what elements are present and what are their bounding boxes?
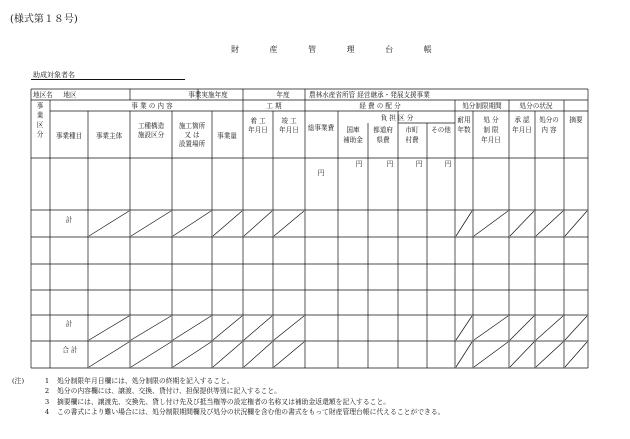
col-sonota: その他 xyxy=(431,126,451,134)
diagonal-strike xyxy=(89,342,129,367)
diagonal-strike xyxy=(510,342,534,367)
note-text: この書式により難い場合には、処分制限期間欄及び処分の状況欄を含む他の書式をもって財産管理台帳に代えることができる。 xyxy=(57,407,445,416)
note-item xyxy=(12,386,444,396)
note-text: 摘要欄には、譲渡先、交換先、貸し付け先及び抵当権等の設定権者の名称又は補助金返還額を記入すること。 xyxy=(57,397,391,406)
diagonal-strike xyxy=(456,342,472,367)
diagonal-strike xyxy=(213,342,242,367)
col-shobun-naiyo: 処分の xyxy=(539,116,559,124)
col-seko-basho: 施工箇所 xyxy=(178,122,206,130)
col-shichoson: 村費 xyxy=(405,136,419,144)
col-jigyo-kubun: 分 xyxy=(36,130,44,139)
note-number: 3 xyxy=(44,397,50,406)
diagonal-strike xyxy=(131,211,171,236)
project-year-label: 事業実施年度 xyxy=(188,91,228,99)
diagonal-strike xyxy=(536,316,563,340)
diagonal-strike xyxy=(536,342,563,367)
diagonal-strike xyxy=(244,211,272,236)
diagonal-strike xyxy=(131,342,171,367)
col-chakko: 年月日 xyxy=(248,126,268,134)
note-item xyxy=(12,397,444,407)
col-jigyo-kubun: 事 xyxy=(36,102,44,110)
diagonal-strike xyxy=(89,316,129,340)
grand-total-label: 合 計 xyxy=(62,346,78,354)
col-chakko: 着 工 xyxy=(250,117,266,125)
region-value: 地区 xyxy=(63,91,77,99)
diagonal-strike xyxy=(213,211,242,236)
col-koshu-kozo: 施設区分 xyxy=(137,131,165,139)
region-label: 地区名 xyxy=(33,91,53,99)
unit-yen-kokko: 円 xyxy=(355,160,363,168)
col-jigyo-shutai: 事業主体 xyxy=(95,132,123,140)
diagonal-strike xyxy=(213,316,242,340)
diagonal-strike xyxy=(456,316,472,340)
diagonal-strike xyxy=(173,316,211,340)
notes-label xyxy=(12,407,37,417)
col-keihi-haibun: 経 費 の 配 分 xyxy=(359,102,401,110)
note-text: 処分制限年月日欄には、処分制限の終期を記入すること。 xyxy=(57,377,234,385)
diagonal-strike xyxy=(565,211,587,236)
notes-label xyxy=(12,386,37,396)
diagonal-strike xyxy=(131,316,171,340)
notes-label xyxy=(12,397,37,407)
col-todofuken: 県費 xyxy=(376,136,390,144)
col-jigyo-ryo: 事業量 xyxy=(217,132,237,140)
subtotal-label-1: 計 xyxy=(65,216,73,224)
diagonal-strike xyxy=(274,342,304,367)
note-item xyxy=(12,407,444,417)
note-number: 4 xyxy=(44,407,50,416)
diagonal-strike xyxy=(173,342,211,367)
col-seko-basho: 又 は xyxy=(184,131,200,139)
unit-yen-todofuken: 円 xyxy=(386,160,394,168)
diagonal-strike xyxy=(244,342,272,367)
col-shunko: 竣 工 xyxy=(281,117,297,125)
note-number: 1 xyxy=(44,377,50,385)
subtotal-label-2: 計 xyxy=(65,320,73,328)
note-number: 2 xyxy=(44,387,50,396)
col-kokko: 国庫 xyxy=(346,126,360,134)
col-jigyo-kubun: 区 xyxy=(36,121,44,129)
diagonal-strike xyxy=(89,211,129,236)
diagonal-strike xyxy=(274,211,304,236)
col-tekiyo: 摘要 xyxy=(569,116,583,124)
col-shobun-naiyo: 内 容 xyxy=(541,126,557,134)
note-text: 処分の内容欄には、譲渡、交換、貸付け、担保提供等別に記入すること。 xyxy=(57,387,282,396)
note-item xyxy=(12,376,444,386)
diagonal-strike xyxy=(510,211,534,236)
col-seko-basho: 設置場所 xyxy=(178,140,206,148)
col-kokko: 補助金 xyxy=(343,136,363,144)
unit-yen-total: 円 xyxy=(317,169,325,177)
col-seigen-date: 年月日 xyxy=(481,136,501,144)
col-taiyo-nensu: 耐用 xyxy=(457,116,471,124)
ministry-text: 農林水産省所管 経営継承・発展支援事業 xyxy=(309,91,430,99)
col-jigyo-shurui: 事業種目 xyxy=(55,132,83,140)
diagonal-strike xyxy=(474,211,508,236)
unit-yen-sonota: 円 xyxy=(444,160,452,168)
year-suffix-label: 年度 xyxy=(276,91,290,99)
diagonal-strike xyxy=(565,316,587,340)
col-jigyo-naiyo: 事 業 の 内 容 xyxy=(131,102,173,110)
diagonal-strike xyxy=(173,211,211,236)
col-todofuken: 都道府 xyxy=(373,126,393,134)
diagonal-strike xyxy=(474,342,508,367)
col-taiyo-nensu: 年数 xyxy=(457,126,471,134)
col-seigen-date: 制 限 xyxy=(483,126,499,134)
page-title: 財 産 管 理 台 帳 xyxy=(231,45,446,54)
col-shobun-jokyo: 処分の状況 xyxy=(519,102,553,110)
col-sojigyohi: 総事業費 xyxy=(307,124,335,132)
col-shunko: 年月日 xyxy=(279,126,299,134)
col-shonin: 承 認 xyxy=(514,116,530,124)
col-koshu-kozo: 工種構造 xyxy=(137,122,165,130)
table-text xyxy=(33,90,583,354)
notes-label: (注) xyxy=(12,377,25,385)
form-number: (様式第１８号) xyxy=(10,14,78,25)
col-futan-kubun: 負 担 区 分 xyxy=(380,114,414,122)
diagonal-strike xyxy=(536,211,563,236)
col-jigyo-kubun: 業 xyxy=(36,111,44,120)
col-shonin: 年月日 xyxy=(512,126,532,134)
diagonal-strike xyxy=(565,342,587,367)
diagonal-strike xyxy=(456,211,472,236)
diagonal-strike xyxy=(244,316,272,340)
col-shichoson: 市町 xyxy=(405,126,419,134)
col-seigen-date: 処 分 xyxy=(483,116,499,124)
diagonal-strike xyxy=(474,316,508,340)
diagonal-strike xyxy=(510,316,534,340)
diagonal-strike xyxy=(274,316,304,340)
col-koki: 工 期 xyxy=(266,102,282,110)
col-seigen-kikan: 処分制限期間 xyxy=(462,102,502,110)
notes-section xyxy=(12,376,444,417)
unit-yen-shichoson: 円 xyxy=(415,160,423,168)
subsidy-recipient-label: 助成対象者名 xyxy=(33,71,75,79)
